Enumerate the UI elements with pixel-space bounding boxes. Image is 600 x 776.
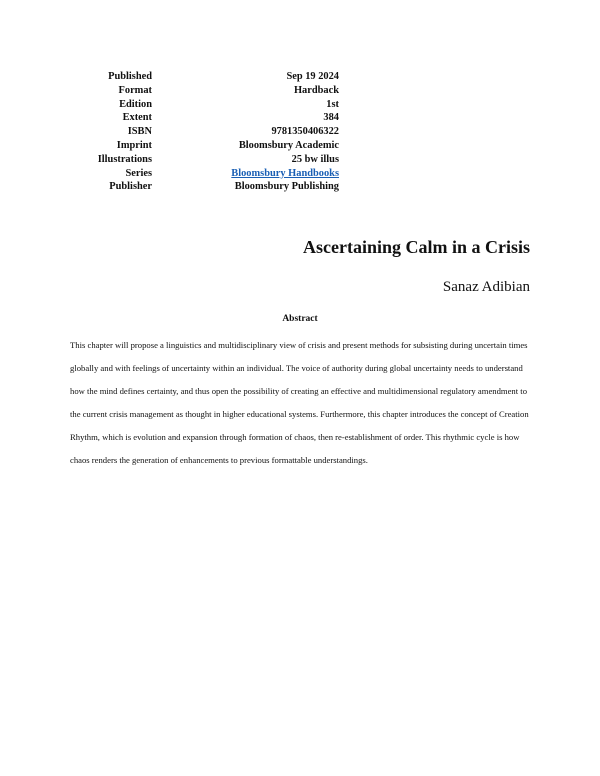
metadata-row-extent: [70, 111, 339, 125]
metadata-value: Hardback: [293, 84, 339, 96]
metadata-label: Extent: [122, 112, 152, 124]
abstract-heading: Abstract: [282, 314, 318, 324]
metadata-label: Imprint: [116, 139, 152, 151]
metadata-value-cell: [152, 167, 339, 181]
metadata-value: Bloomsbury Academic: [238, 139, 339, 151]
book-metadata-table: [70, 70, 339, 194]
metadata-row-edition: [70, 98, 339, 112]
metadata-row-imprint: [70, 139, 339, 153]
metadata-row-illustrations: [70, 153, 339, 167]
metadata-value: 9781350406322: [271, 126, 339, 138]
metadata-row-isbn: [70, 125, 339, 139]
author-name: Sanaz Adibian: [442, 279, 530, 295]
metadata-value: Bloomsbury Publishing: [234, 181, 339, 193]
metadata-label: Edition: [119, 98, 152, 110]
metadata-label: Format: [118, 84, 152, 96]
metadata-label: Publisher: [109, 181, 152, 193]
abstract-text: This chapter will propose a linguistics and multidisciplinary view of crisis and present methods for subsisting during uncertain times globally and with feelings of uncertainty within an individual. The voice of authority during global uncertainty needs to understand how the mind defines certainty, and thus open the possibility of creating an effective and multidimensional regulatory amendment to the current crisis management as thought in higher educational systems. Furthermore, this chapter introduces the concept of Creation Rhythm, which is evolution and expansion through formation of chaos, then re-establishment of order. This rhythmic cycle is how chaos renders the generation of enhancements to previous formattable understandings.: [70, 340, 529, 465]
metadata-row-publisher: [70, 180, 339, 194]
metadata-value: Sep 19 2024: [286, 71, 339, 82]
metadata-label: ISBN: [127, 126, 152, 138]
series-link[interactable]: Bloomsbury Handbooks: [231, 167, 339, 179]
chapter-title: Ascertaining Calm in a Crisis: [303, 237, 530, 257]
metadata-row-series: [70, 167, 339, 181]
metadata-label: Published: [108, 71, 152, 82]
metadata-value: 384: [323, 112, 339, 124]
metadata-label: Series: [125, 167, 152, 179]
metadata-label: Illustrations: [97, 153, 152, 165]
metadata-row-format: [70, 84, 339, 98]
metadata-value: 1st: [326, 98, 339, 110]
metadata-row-published: [70, 70, 339, 84]
metadata-value: 25 bw illus: [291, 153, 339, 165]
